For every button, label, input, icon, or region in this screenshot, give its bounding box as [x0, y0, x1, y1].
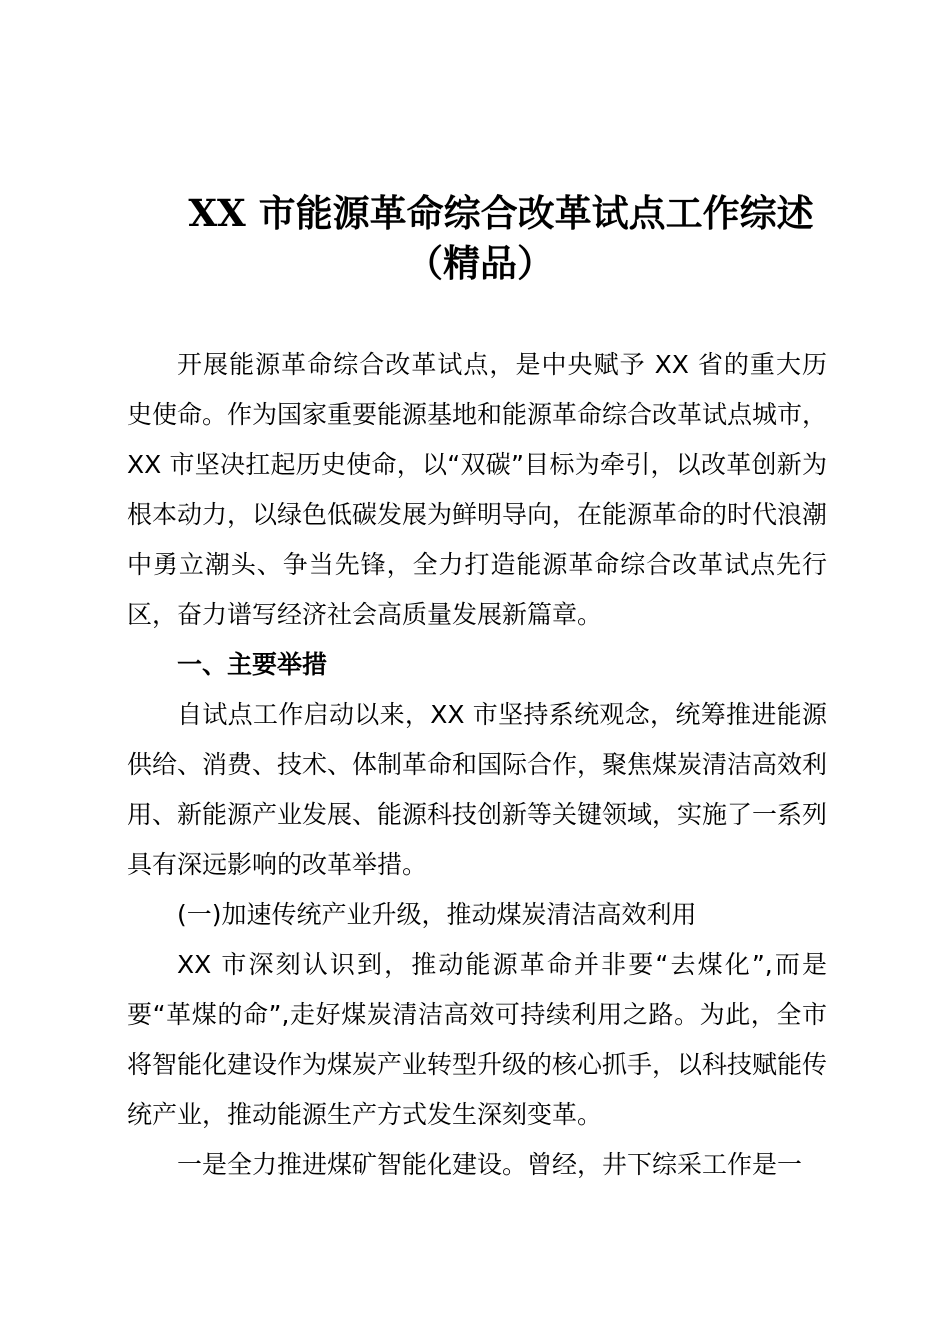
document-body [127, 340, 827, 1190]
paragraph-mine-intelligence: 一是全力推进煤矿智能化建设。曾经，井下综采工作是一 [177, 1150, 803, 1179]
document-title [0, 188, 950, 288]
paragraph-measures-overview: 自试点工作启动以来，XX 市坚持系统观念，统筹推进能源供给、消费、技术、体制革命和国际合作，聚焦煤炭清洁高效利用、新能源产业发展、能源科技创新等关键领域，实施了一系列具有深远影响的改革举措。 [127, 700, 828, 879]
paragraph-coal-clean-use: XX 市深刻认识到，推动能源革命并非要“去煤化”,而是要“革煤的命”,走好煤炭清洁高效可持续利用之路。为此，全市将智能化建设作为煤炭产业转型升级的核心抓手，以科技赋能传统产业，推动能源生产方式发生深刻变革。 [127, 950, 828, 1129]
title-line-sub: （精品） [406, 241, 554, 285]
section-heading-main-measures: 一、主要举措 [177, 650, 328, 679]
subsection-heading-industry-upgrade: (一)加速传统产业升级，推动煤炭清洁高效利用 [177, 900, 697, 929]
paragraph-intro: 开展能源革命综合改革试点，是中央赋予 XX 省的重大历史使命。作为国家重要能源基地和能源革命综合改革试点城市，XX 市坚决扛起历史使命，以“双碳”目标为牵引，以改革创新为根本动力，以绿色低碳发展为鲜明导向，在能源革命的时代浪潮中勇立潮头、争当先锋，全力打造能源革命综合改革试点先行区，奋力谱写经济社会高质量发展新篇章。 [127, 350, 828, 629]
title-line-main: XX 市能源革命综合改革试点工作综述 [188, 191, 814, 235]
